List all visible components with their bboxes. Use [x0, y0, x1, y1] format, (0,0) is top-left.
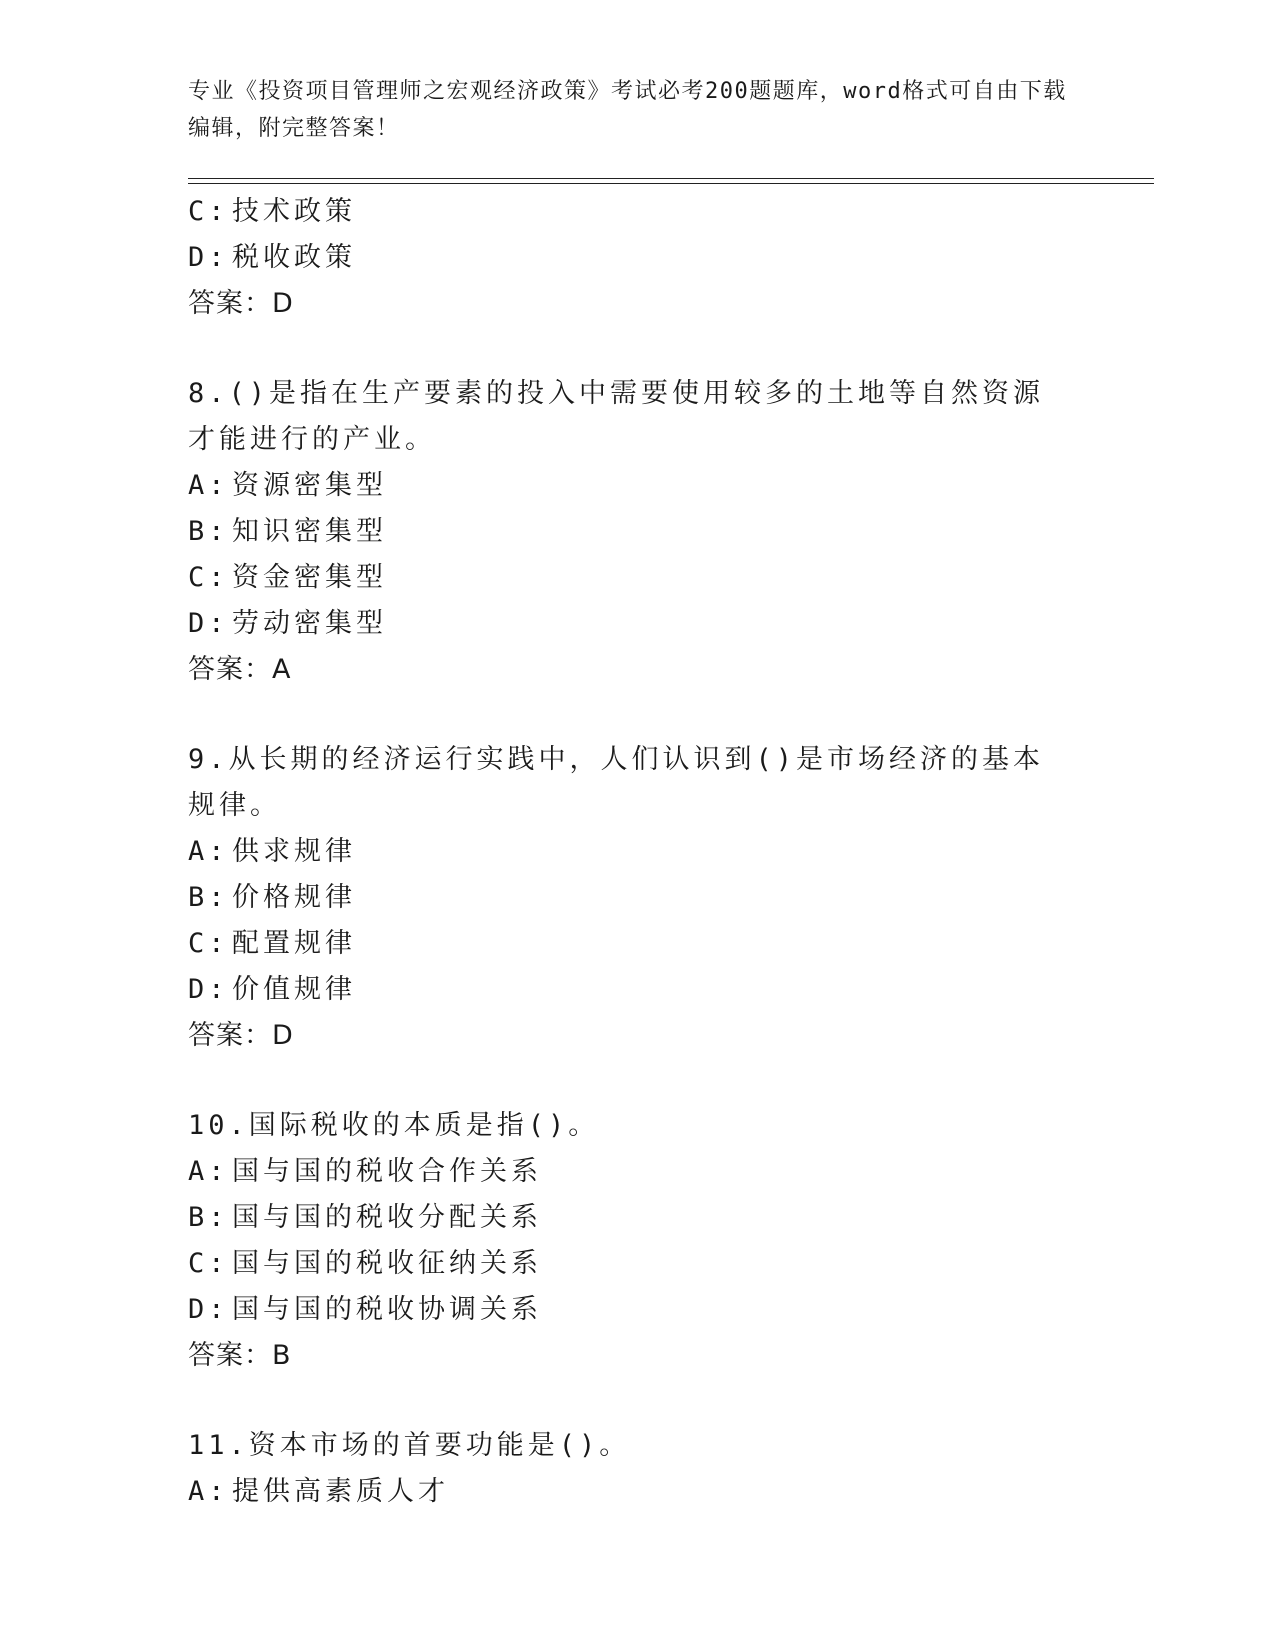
answer-line: 答案：D: [188, 1020, 294, 1051]
option-b: [188, 509, 1088, 555]
option-text: 税收政策: [232, 242, 356, 273]
question-stem: 8.()是指在生产要素的投入中需要使用较多的土地等自然资源才能进行的产业。: [188, 378, 1045, 455]
option-key: B:: [188, 882, 229, 913]
option-text: 技术政策: [232, 196, 356, 227]
option-key: A:: [188, 470, 229, 501]
option-text: 资源密集型: [232, 470, 387, 501]
option-c: [188, 921, 1088, 967]
option-d: [188, 1287, 1088, 1333]
question-stem: 9.从长期的经济运行实践中，人们认识到()是市场经济的基本规律。: [188, 744, 1045, 821]
option-d: [188, 967, 1088, 1013]
option-key: D:: [188, 974, 229, 1005]
option-text: 劳动密集型: [232, 608, 387, 639]
option-b: [188, 1195, 1088, 1241]
option-d: [188, 601, 1088, 647]
option-a: [188, 829, 1088, 875]
option-key: C:: [188, 1248, 229, 1279]
option-key: B:: [188, 516, 229, 547]
option-text: 提供高素质人才: [232, 1476, 449, 1507]
option-text: 价格规律: [232, 882, 356, 913]
option-a: [188, 463, 1088, 509]
option-key: D:: [188, 242, 229, 273]
option-text: 国与国的税收合作关系: [232, 1156, 542, 1187]
question-stem: 11.资本市场的首要功能是()。: [188, 1430, 631, 1461]
option-text: 供求规律: [232, 836, 356, 867]
option-text: 资金密集型: [232, 562, 387, 593]
answer-line: 答案：D: [188, 288, 294, 319]
header-divider-bottom: [188, 183, 1154, 184]
answer-line: 答案：A: [188, 654, 292, 685]
option-key: A:: [188, 1156, 229, 1187]
option-a: [188, 1469, 1088, 1515]
option-key: A:: [188, 836, 229, 867]
option-text: 配置规律: [232, 928, 356, 959]
option-b: [188, 875, 1088, 921]
option-c: [188, 555, 1088, 601]
option-key: A:: [188, 1476, 229, 1507]
option-key: B:: [188, 1202, 229, 1233]
option-c: [188, 189, 1088, 235]
option-d: [188, 235, 1088, 281]
option-text: 国与国的税收征纳关系: [232, 1248, 542, 1279]
option-key: D:: [188, 608, 229, 639]
option-text: 价值规律: [232, 974, 356, 1005]
option-text: 国与国的税收分配关系: [232, 1202, 542, 1233]
option-text: 国与国的税收协调关系: [232, 1294, 542, 1325]
option-key: C:: [188, 196, 229, 227]
question-content: [188, 189, 1088, 1515]
option-key: C:: [188, 928, 229, 959]
option-c: [188, 1241, 1088, 1287]
question-stem: 10.国际税收的本质是指()。: [188, 1110, 600, 1141]
answer-line: 答案：B: [188, 1340, 292, 1371]
option-a: [188, 1149, 1088, 1195]
header-divider-top: [188, 178, 1154, 179]
option-text: 知识密集型: [232, 516, 387, 547]
option-key: C:: [188, 562, 229, 593]
option-key: D:: [188, 1294, 229, 1325]
document-header: 专业《投资项目管理师之宏观经济政策》考试必考200题题库，word格式可自由下载编辑，附完整答案！: [188, 79, 1067, 141]
